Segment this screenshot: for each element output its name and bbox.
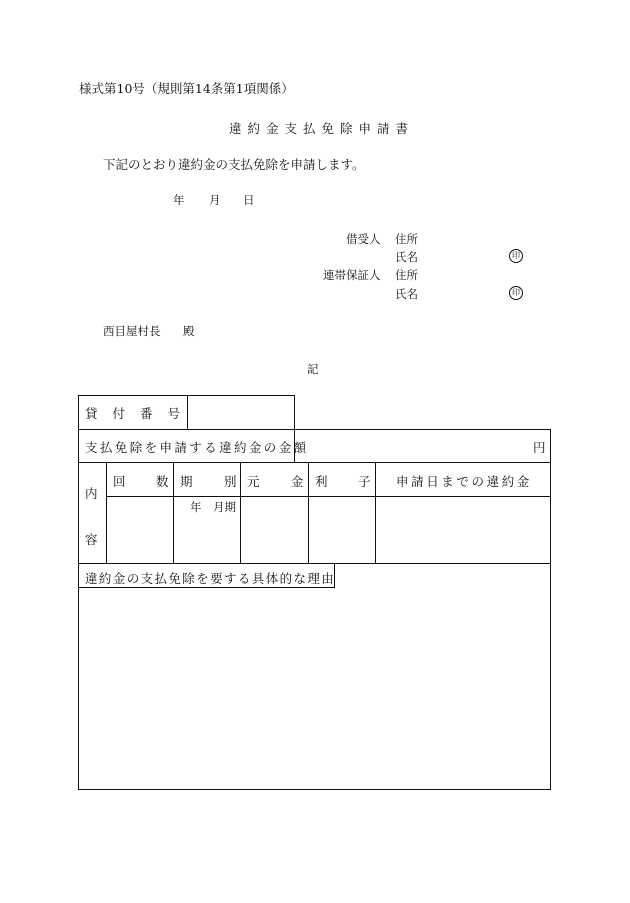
col-period-b: 別 [224, 474, 237, 489]
table-line [78, 429, 551, 430]
document-title: 違約金支払免除申請書 [229, 121, 415, 136]
table-line [78, 789, 551, 790]
col-period-a: 期 [180, 474, 193, 489]
table-line [375, 462, 376, 563]
intro-text: 下記のとおり違約金の支払免除を申請します。 [103, 157, 365, 172]
table-line [78, 395, 79, 790]
loan-number-label: 貸付番号 [85, 406, 196, 421]
borrower-seal-icon: 印 [509, 249, 523, 263]
col-count-a: 回 [113, 474, 126, 489]
content-label-top: 内 [85, 486, 98, 501]
col-interest-b: 子 [358, 474, 371, 489]
borrower-address-label: 住所 [395, 232, 418, 246]
addressee-name: 西目屋村長 [103, 324, 161, 338]
period-unit: 年 月期 [190, 500, 236, 514]
col-principal-a: 元 [247, 474, 260, 489]
table-line [78, 587, 335, 588]
yen-unit: 円 [533, 440, 546, 455]
form-number: 様式第10号（規則第14条第1項関係） [79, 81, 294, 96]
table-line [78, 462, 551, 463]
date-day: 日 [243, 193, 255, 207]
guarantor-label: 連帯保証人 [323, 268, 381, 282]
guarantor-name-label: 氏名 [395, 287, 418, 301]
guarantor-address-label: 住所 [395, 268, 418, 282]
col-principal-b: 金 [291, 474, 304, 489]
table-line [78, 395, 294, 396]
borrower-label: 借受人 [346, 232, 381, 246]
table-line [240, 462, 241, 563]
exemption-amount-label: 支払免除を申請する違約金の金額 [85, 440, 309, 455]
date-month: 月 [209, 193, 221, 207]
addressee-honorific: 殿 [183, 324, 195, 338]
content-label-bottom: 容 [85, 532, 98, 547]
col-penalty-label: 申請日までの違約金 [396, 474, 532, 489]
guarantor-seal-icon: 印 [509, 286, 523, 300]
col-interest-a: 利 [315, 474, 328, 489]
col-count-b: 数 [156, 474, 169, 489]
table-line [550, 429, 551, 790]
table-line [308, 462, 309, 563]
table-line [78, 563, 551, 564]
borrower-name-label: 氏名 [395, 250, 418, 264]
reason-label: 違約金の支払免除を要する具体的な理由 [85, 571, 336, 586]
date-year: 年 [173, 193, 185, 207]
table-line [173, 462, 174, 563]
ki-label: 記 [307, 362, 319, 376]
table-line [106, 462, 107, 563]
